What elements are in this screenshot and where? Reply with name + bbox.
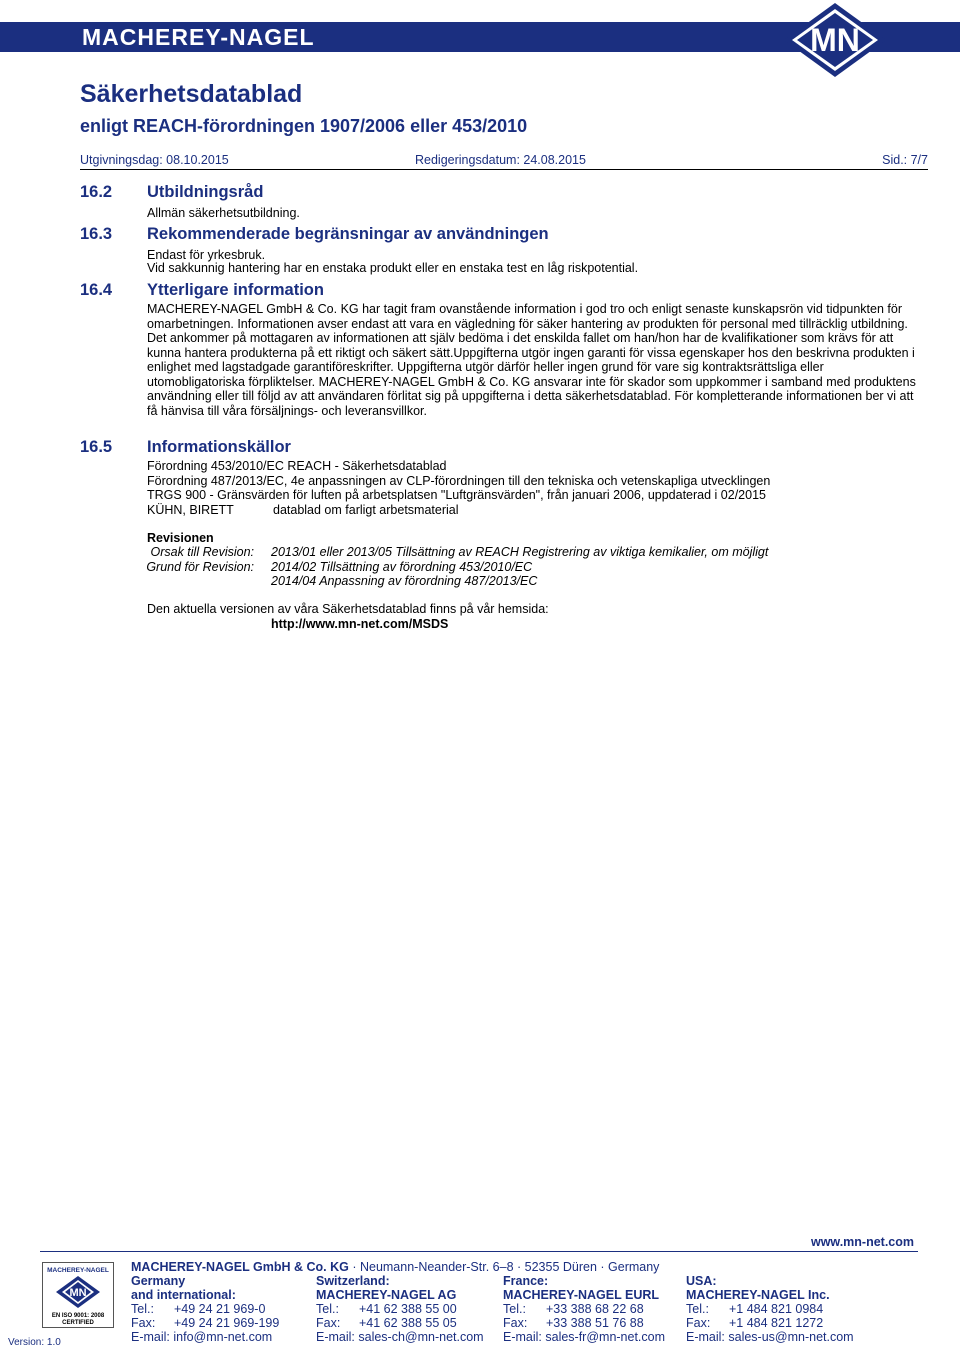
website-link[interactable]: http://www.mn-net.com/MSDS xyxy=(271,617,449,631)
contact-company: and international: xyxy=(131,1288,236,1302)
issue-date: Utgivningsdag: 08.10.2015 xyxy=(80,153,229,167)
fax-label: Fax: xyxy=(686,1316,711,1330)
meta-row xyxy=(80,152,928,170)
footer-address xyxy=(131,1260,659,1274)
footer-company: MACHEREY-NAGEL GmbH & Co. KG xyxy=(131,1260,349,1274)
mn-logo-icon xyxy=(776,2,894,78)
section-title: Rekommenderade begränsningar av användningen xyxy=(147,225,549,243)
tel-label: Tel.: xyxy=(316,1302,339,1316)
contact-company: MACHEREY-NAGEL AG xyxy=(316,1288,457,1302)
section-text: Allmän säkerhetsutbildning. xyxy=(147,206,300,220)
tel-label: Tel.: xyxy=(131,1302,154,1316)
section-number: 16.3 xyxy=(80,225,113,243)
section-number: 16.4 xyxy=(80,281,113,299)
contact-email[interactable]: E-mail: sales-us@mn-net.com xyxy=(686,1330,854,1344)
source-key: KÜHN, BIRETT xyxy=(147,502,234,517)
contact-email[interactable]: E-mail: info@mn-net.com xyxy=(131,1330,273,1344)
section-title: Utbildningsråd xyxy=(147,183,264,201)
fax-number: +1 484 821 1272 xyxy=(729,1316,824,1330)
section-number: 16.5 xyxy=(80,438,113,456)
website-intro: Den aktuella versionen av våra Säkerhetsdatablad finns på vår hemsida: xyxy=(147,602,549,616)
contact-company: MACHEREY-NAGEL EURL xyxy=(503,1288,660,1302)
source-item: Förordning 487/2013/EC, 4e anpassningen av CLP-förordningen till den tekniska och vetenskapliga utvecklingen xyxy=(147,473,771,488)
fax-label: Fax: xyxy=(503,1316,528,1330)
tel-number: +49 24 21 969-0 xyxy=(174,1302,266,1316)
logo-text: MN xyxy=(810,22,860,58)
contact-company: MACHEREY-NAGEL Inc. xyxy=(686,1288,830,1302)
tel-label: Tel.: xyxy=(503,1302,526,1316)
tel-number: +41 62 388 55 00 xyxy=(359,1302,457,1316)
fax-number: +41 62 388 55 05 xyxy=(359,1316,457,1330)
footer-contact-france xyxy=(503,1274,665,1344)
contact-region: Germany xyxy=(131,1274,186,1288)
revision-basis-value: 2014/04 Anpassning av förordning 487/2013/EC xyxy=(271,574,538,588)
source-item: TRGS 900 - Gränsvärden för luften på arbetsplatsen "Luftgränsvärden", från januari 2006, uppdaterad i 02/2015 xyxy=(147,488,766,502)
source-item xyxy=(147,503,770,518)
footer-contact-germany xyxy=(131,1274,279,1344)
company-banner-text: MACHEREY-NAGEL xyxy=(82,24,315,50)
revision-reason-value: 2013/01 eller 2013/05 Tillsättning av REACH Registrering av viktiga kemikalier, om möjligt xyxy=(271,545,769,559)
revision-reason-label: Orsak till Revision: xyxy=(150,545,254,559)
iso-certificate-icon xyxy=(42,1262,114,1328)
source-key-value: datablad om farligt arbetsmaterial xyxy=(273,502,459,517)
section-title: Informationskällor xyxy=(147,438,291,456)
tel-number: +1 484 821 0984 xyxy=(729,1302,824,1316)
section-number: 16.2 xyxy=(80,183,113,201)
footer-website[interactable]: www.mn-net.com xyxy=(810,1235,914,1249)
revision-date: Redigeringsdatum: 24.08.2015 xyxy=(415,153,586,167)
contact-region: Switzerland: xyxy=(316,1274,390,1288)
revision-heading: Revisionen xyxy=(147,531,214,545)
tel-number: +33 388 68 22 68 xyxy=(546,1302,644,1316)
additional-info-paragraph: MACHEREY-NAGEL GmbH & Co. KG har tagit fram ovanstående information i god tro och enligt senaste kunskapsrön vid tidpunkten för omarbetningen. Informationen avser endast att vara en vägledning för säker hantering av produkten för personal med tillräcklig utbildning. Det ankommer på mottagaren av informationen att själv bedöma i det enskilda fallet om han/hon har de kvalifikationer som krävs för att kunna hantera produkterna på ett riktigt och säkert sätt.Uppgifterna utgör ingen garanti för vissa egenskaper hos den beskrivna produkten i enlighet med lagstadgade garantiföreskrifter. Uppgifterna utgör därför heller ingen grund för vare sig kontraktsrättsliga eller utomobligatoriska förpliktelser. MACHEREY-NAGEL GmbH & Co. KG ansvarar inte för skador som uppkommer i samband med produktens användning eller till följd av att användaren förlitat sig på uppgifterna i detta säkerhetsdatablad. För kompletterande informationen ber vi att få hänvisa till våra försäljnings- och leveransvillkor. xyxy=(147,302,916,418)
sources-list xyxy=(147,459,770,517)
contact-email[interactable]: E-mail: sales-fr@mn-net.com xyxy=(503,1330,666,1344)
tel-label: Tel.: xyxy=(686,1302,709,1316)
cert-brand: MACHEREY-NAGEL xyxy=(47,1267,109,1274)
contact-email[interactable]: E-mail: sales-ch@mn-net.com xyxy=(316,1330,484,1344)
revision-basis-label: Grund för Revision: xyxy=(146,560,254,574)
document-title: Säkerhetsdatablad xyxy=(80,80,303,108)
section-text: Endast för yrkesbruk. xyxy=(147,248,266,262)
footer-divider xyxy=(40,1251,918,1252)
cert-line2: CERTIFIED xyxy=(62,1320,94,1326)
section-text: Vid sakkunnig hantering har en enstaka produkt eller en enstaka test en låg riskpotential. xyxy=(147,261,639,275)
source-item: Förordning 453/2010/EC REACH - Säkerhetsdatablad xyxy=(147,459,447,473)
fax-number: +33 388 51 76 88 xyxy=(546,1316,644,1330)
footer-contact-usa xyxy=(686,1274,854,1344)
fax-label: Fax: xyxy=(316,1316,341,1330)
cert-logo: MN xyxy=(69,1287,87,1299)
fax-number: +49 24 21 969-199 xyxy=(174,1316,280,1330)
footer-contact-switzerland xyxy=(316,1274,484,1344)
contact-region: France: xyxy=(503,1274,549,1288)
footer-street: · Neumann-Neander-Str. 6–8 · 52355 Düren · Germany xyxy=(352,1260,660,1274)
revision-basis-value: 2014/02 Tillsättning av förordning 453/2010/EC xyxy=(271,560,533,574)
cert-line1: EN ISO 9001: 2008 xyxy=(51,1313,105,1319)
contact-region: USA: xyxy=(686,1274,717,1288)
page-number: Sid.: 7/7 xyxy=(882,153,928,167)
fax-label: Fax: xyxy=(131,1316,156,1330)
section-title: Ytterligare information xyxy=(147,281,324,299)
document-subtitle: enligt REACH-förordningen 1907/2006 eller 453/2010 xyxy=(80,116,528,136)
version-label: Version: 1.0 xyxy=(8,1337,61,1348)
